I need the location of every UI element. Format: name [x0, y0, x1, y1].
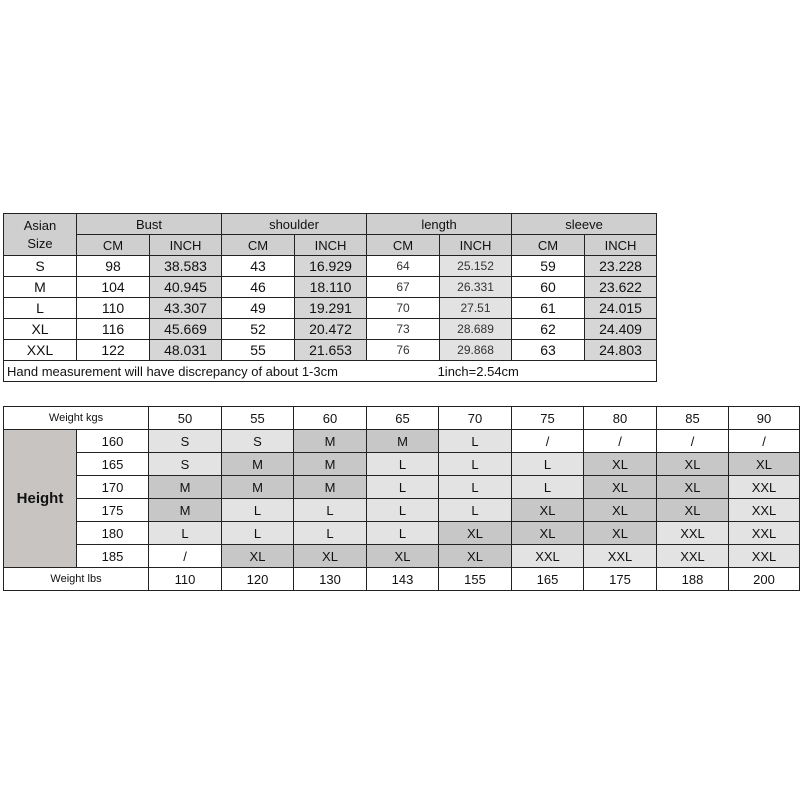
size-recommendation-cell: S	[149, 430, 222, 453]
size-recommendation-cell: XL	[657, 499, 729, 522]
table-row	[4, 476, 800, 499]
length-inch-header: INCH	[440, 235, 512, 256]
weight-height-body	[4, 407, 800, 591]
size-recommendation-cell: XL	[512, 522, 584, 545]
shoulder-header: shoulder	[222, 214, 367, 235]
length-cm-cell: 76	[367, 340, 440, 361]
weight-lbs-row	[4, 568, 800, 591]
size-recommendation-cell: L	[512, 476, 584, 499]
table-row	[4, 499, 800, 522]
shoulder-inch-cell: 18.110	[295, 277, 367, 298]
note-cell	[4, 361, 657, 382]
bust-inch-cell: 45.669	[150, 319, 222, 340]
length-cm-cell: 70	[367, 298, 440, 319]
weight-kg-cell: 90	[729, 407, 800, 430]
sleeve-inch-header: INCH	[585, 235, 657, 256]
size-recommendation-cell: L	[294, 499, 367, 522]
table-row	[4, 319, 657, 340]
size-recommendation-cell: L	[367, 453, 439, 476]
table-row	[4, 298, 657, 319]
bust-inch-cell: 43.307	[150, 298, 222, 319]
weight-lbs-cell: 165	[512, 568, 584, 591]
note-row	[4, 361, 657, 382]
size-cell: S	[4, 256, 77, 277]
size-recommendation-cell: XL	[584, 476, 657, 499]
weight-kg-cell: 75	[512, 407, 584, 430]
size-recommendation-cell: /	[149, 545, 222, 568]
weight-lbs-cell: 188	[657, 568, 729, 591]
size-recommendation-cell: L	[367, 476, 439, 499]
weight-lbs-cell: 130	[294, 568, 367, 591]
weight-kgs-label: Weight kgs	[4, 407, 149, 430]
table-row	[4, 453, 800, 476]
sleeve-inch-cell: 23.228	[585, 256, 657, 277]
size-cell: XXL	[4, 340, 77, 361]
shoulder-cm-cell: 46	[222, 277, 295, 298]
table-row	[4, 340, 657, 361]
size-recommendation-cell: XL	[439, 522, 512, 545]
size-cell: M	[4, 277, 77, 298]
sleeve-cm-header: CM	[512, 235, 585, 256]
bust-inch-cell: 40.945	[150, 277, 222, 298]
sleeve-inch-cell: 24.409	[585, 319, 657, 340]
size-recommendation-cell: M	[294, 476, 367, 499]
size-recommendation-cell: XL	[657, 476, 729, 499]
size-recommendation-cell: XL	[584, 499, 657, 522]
conversion-note: 1inch=2.54cm	[437, 363, 519, 379]
size-recommendation-cell: XXL	[584, 545, 657, 568]
size-recommendation-cell: M	[222, 476, 294, 499]
size-cell: L	[4, 298, 77, 319]
height-label: Height	[4, 430, 77, 568]
sleeve-cm-cell: 63	[512, 340, 585, 361]
shoulder-cm-cell: 49	[222, 298, 295, 319]
weight-lbs-cell: 155	[439, 568, 512, 591]
size-recommendation-cell: XXL	[729, 522, 800, 545]
size-recommendation-cell: /	[729, 430, 800, 453]
length-cm-header: CM	[367, 235, 440, 256]
weight-kg-cell: 85	[657, 407, 729, 430]
size-recommendation-cell: XL	[294, 545, 367, 568]
bust-inch-cell: 38.583	[150, 256, 222, 277]
length-inch-cell: 28.689	[440, 319, 512, 340]
weight-lbs-cell: 120	[222, 568, 294, 591]
size-recommendation-cell: M	[222, 453, 294, 476]
shoulder-inch-header: INCH	[295, 235, 367, 256]
size-subheader-row	[4, 235, 657, 256]
length-inch-cell: 29.868	[440, 340, 512, 361]
size-recommendation-cell: XXL	[729, 499, 800, 522]
size-cell: XL	[4, 319, 77, 340]
size-recommendation-cell: M	[149, 499, 222, 522]
size-recommendation-cell: L	[367, 522, 439, 545]
bust-cm-cell: 122	[77, 340, 150, 361]
table-row	[4, 277, 657, 298]
size-recommendation-cell: L	[512, 453, 584, 476]
size-recommendation-cell: M	[294, 453, 367, 476]
shoulder-inch-cell: 16.929	[295, 256, 367, 277]
shoulder-inch-cell: 20.472	[295, 319, 367, 340]
sleeve-inch-cell: 24.015	[585, 298, 657, 319]
weight-lbs-label: Weight lbs	[4, 568, 149, 591]
length-cm-cell: 64	[367, 256, 440, 277]
bust-cm-header: CM	[77, 235, 150, 256]
size-recommendation-cell: XXL	[657, 545, 729, 568]
size-recommendation-cell: M	[294, 430, 367, 453]
size-recommendation-cell: /	[584, 430, 657, 453]
sleeve-cm-cell: 62	[512, 319, 585, 340]
size-label: Size	[27, 235, 53, 251]
size-measurement-table	[3, 213, 657, 382]
size-recommendation-cell: S	[149, 453, 222, 476]
table-row	[4, 545, 800, 568]
size-recommendation-cell: XL	[584, 453, 657, 476]
size-recommendation-cell: L	[222, 522, 294, 545]
weight-lbs-cell: 110	[149, 568, 222, 591]
size-recommendation-cell: XXL	[657, 522, 729, 545]
size-recommendation-cell: /	[657, 430, 729, 453]
shoulder-cm-cell: 43	[222, 256, 295, 277]
sleeve-inch-cell: 24.803	[585, 340, 657, 361]
sleeve-cm-cell: 61	[512, 298, 585, 319]
size-recommendation-cell: M	[149, 476, 222, 499]
height-value-cell: 160	[77, 430, 149, 453]
height-value-cell: 170	[77, 476, 149, 499]
size-recommendation-cell: /	[512, 430, 584, 453]
shoulder-inch-cell: 21.653	[295, 340, 367, 361]
size-recommendation-cell: XXL	[729, 545, 800, 568]
size-recommendation-cell: L	[149, 522, 222, 545]
length-inch-cell: 25.152	[440, 256, 512, 277]
size-recommendation-cell: XXL	[512, 545, 584, 568]
weight-lbs-cell: 200	[729, 568, 800, 591]
weight-kgs-row	[4, 407, 800, 430]
length-cm-cell: 67	[367, 277, 440, 298]
size-recommendation-cell: XL	[222, 545, 294, 568]
bust-cm-cell: 116	[77, 319, 150, 340]
size-recommendation-cell: XXL	[729, 476, 800, 499]
size-recommendation-cell: M	[367, 430, 439, 453]
asian-size-header	[4, 214, 77, 256]
sleeve-cm-cell: 60	[512, 277, 585, 298]
size-recommendation-cell: XL	[439, 545, 512, 568]
size-recommendation-cell: L	[222, 499, 294, 522]
size-recommendation-cell: L	[439, 476, 512, 499]
bust-header: Bust	[77, 214, 222, 235]
height-value-cell: 180	[77, 522, 149, 545]
shoulder-cm-cell: 52	[222, 319, 295, 340]
shoulder-inch-cell: 19.291	[295, 298, 367, 319]
shoulder-cm-header: CM	[222, 235, 295, 256]
length-inch-cell: 27.51	[440, 298, 512, 319]
size-recommendation-cell: XL	[367, 545, 439, 568]
bust-inch-header: INCH	[150, 235, 222, 256]
length-cm-cell: 73	[367, 319, 440, 340]
height-value-cell: 165	[77, 453, 149, 476]
weight-kg-cell: 50	[149, 407, 222, 430]
bust-cm-cell: 110	[77, 298, 150, 319]
sleeve-header: sleeve	[512, 214, 657, 235]
size-recommendation-cell: L	[439, 430, 512, 453]
length-inch-cell: 26.331	[440, 277, 512, 298]
size-recommendation-cell: XL	[512, 499, 584, 522]
size-recommendation-cell: XL	[729, 453, 800, 476]
weight-kg-cell: 55	[222, 407, 294, 430]
table-row	[4, 430, 800, 453]
size-recommendation-cell: L	[439, 499, 512, 522]
bust-cm-cell: 98	[77, 256, 150, 277]
asian-label: Asian	[23, 217, 57, 233]
sleeve-inch-cell: 23.622	[585, 277, 657, 298]
weight-lbs-cell: 175	[584, 568, 657, 591]
weight-kg-cell: 70	[439, 407, 512, 430]
size-header-row	[4, 214, 657, 235]
length-header: length	[367, 214, 512, 235]
table-row	[4, 256, 657, 277]
table-row	[4, 522, 800, 545]
size-recommendation-cell: XL	[657, 453, 729, 476]
size-recommendation-cell: L	[367, 499, 439, 522]
measurement-note: Hand measurement will have discrepancy of about 1-3cm	[7, 363, 338, 379]
weight-kg-cell: 60	[294, 407, 367, 430]
sleeve-cm-cell: 59	[512, 256, 585, 277]
size-recommendation-cell: XL	[584, 522, 657, 545]
weight-height-table	[3, 406, 800, 591]
size-recommendation-cell: L	[294, 522, 367, 545]
weight-kg-cell: 65	[367, 407, 439, 430]
size-recommendation-cell: L	[439, 453, 512, 476]
height-value-cell: 185	[77, 545, 149, 568]
bust-cm-cell: 104	[77, 277, 150, 298]
bust-inch-cell: 48.031	[150, 340, 222, 361]
weight-kg-cell: 80	[584, 407, 657, 430]
shoulder-cm-cell: 55	[222, 340, 295, 361]
height-value-cell: 175	[77, 499, 149, 522]
weight-lbs-cell: 143	[367, 568, 439, 591]
size-recommendation-cell: S	[222, 430, 294, 453]
